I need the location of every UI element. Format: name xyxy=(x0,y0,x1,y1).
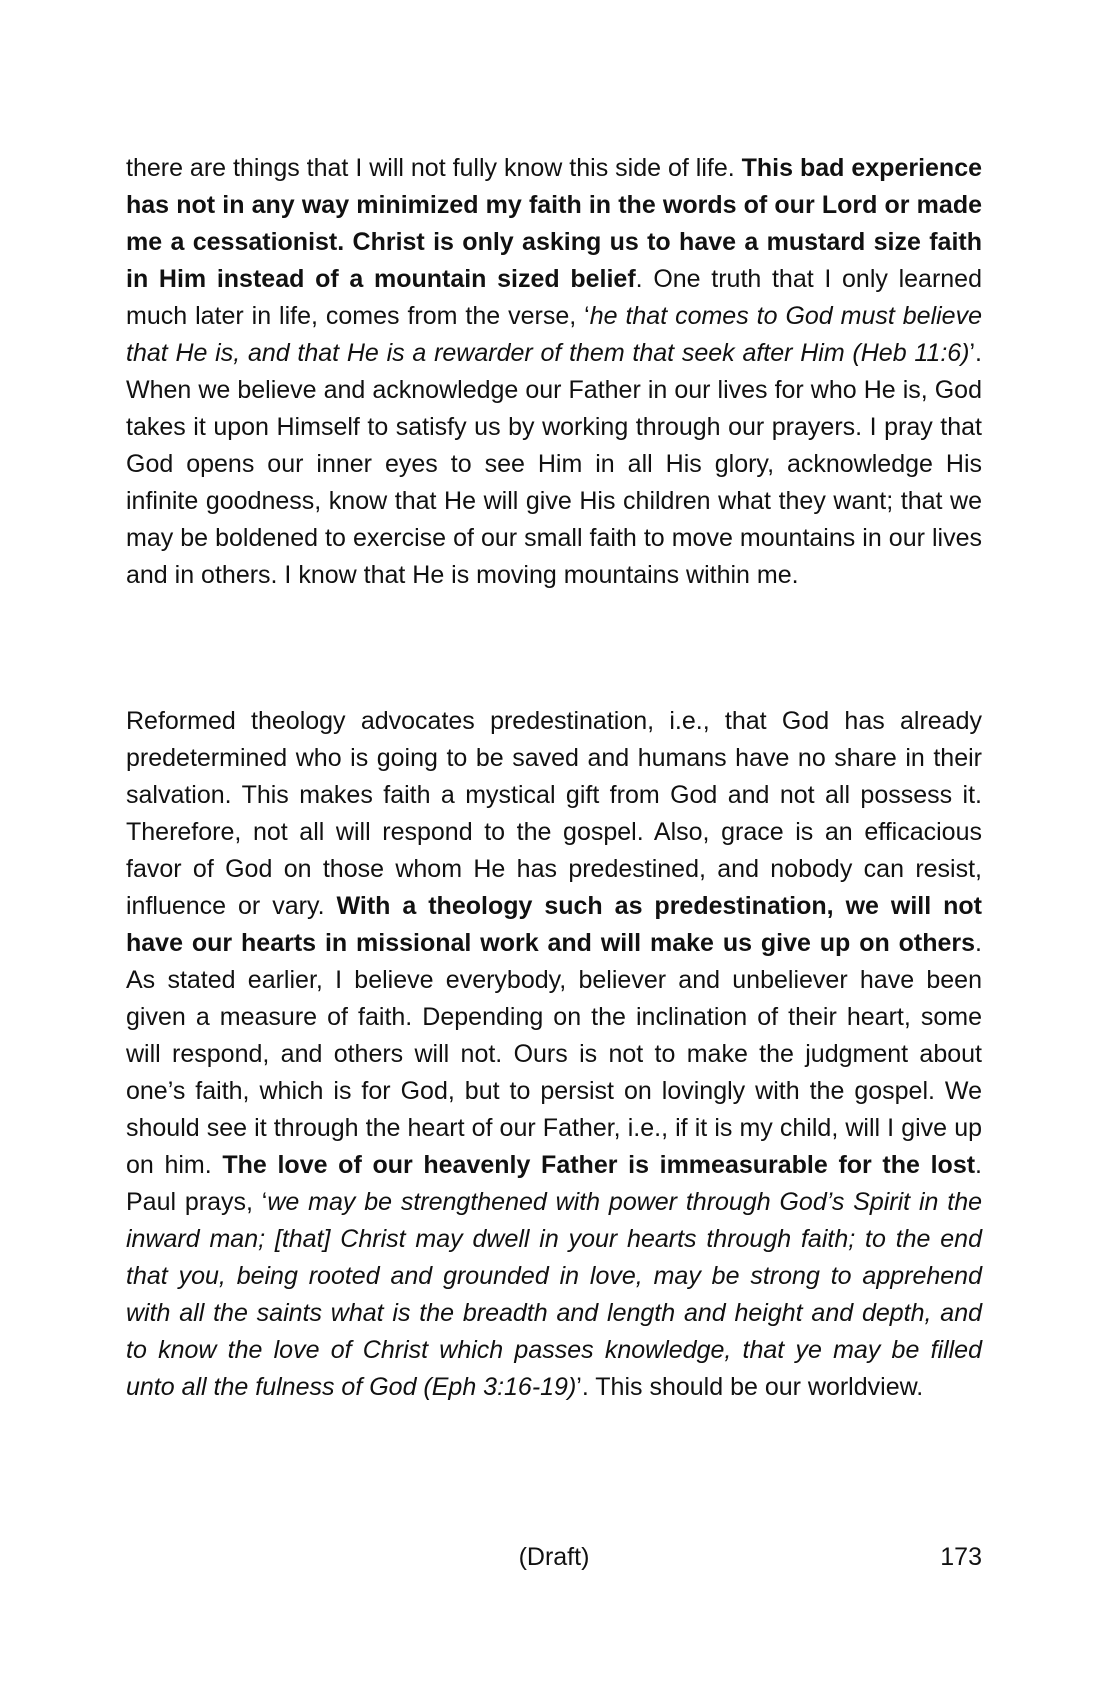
body-paragraph-2 xyxy=(126,703,982,1406)
para2-run-6: ’. This should be our worldview. xyxy=(576,1373,924,1401)
para1-run-3-italic-quote: he that comes to God must believe that He is, and that He is a rewarder of them that seek after Him (Heb 11:6) xyxy=(126,302,982,367)
body-paragraph-1 xyxy=(126,150,982,594)
page-footer xyxy=(126,1539,982,1579)
para2-run-5-italic-quote: we may be strengthened with power through God’s Spirit in the inward man; [that] Christ may dwell in your hearts through faith; to the end that you, being rooted and grounded in love, may be strong to apprehend with all the saints what is the breadth and length and height and depth, and to know the love of Christ which passes knowledge, that ye may be filled unto all the fulness of God (Eph 3:16-19) xyxy=(126,1188,983,1401)
para1-run-4: ’. When we believe and acknowledge our Father in our lives for who He is, God takes it upon Himself to satisfy us by working through our prayers. I pray that God opens our inner eyes to see Him in all His glory, acknowledge His infinite goodness, know that He will give His children what they want; that we may be boldened to exercise of our small faith to move mountains in our lives and in others. I know that He is moving mountains within me. xyxy=(126,339,982,589)
draft-label: (Draft) xyxy=(518,1543,590,1571)
para2-run-2: . As stated earlier, I believe everybody, believer and unbeliever have been given a measure of faith. Depending on the inclination of their heart, some will respond, and others will not. Ours is not to make the judgment about one’s faith, which is for God, but to persist on lovingly with the gospel. We should see it through the heart of our Father, i.e., if it is my child, will I give up on him. xyxy=(126,929,982,1179)
para2-run-4: . Paul prays, ‘ xyxy=(126,1151,982,1216)
para1-run-2: . One truth that I only learned much later in life, comes from the verse, ‘ xyxy=(126,265,982,330)
page-number: 173 xyxy=(940,1543,982,1571)
para2-run-3-bold: The love of our heavenly Father is immeasurable for the lost xyxy=(222,1151,976,1179)
para2-run-1-bold: With a theology such as predestination, we will not have our hearts in missional work and will make us give up on others xyxy=(126,892,982,957)
para1-run-1-bold: This bad experience has not in any way minimized my faith in the words of our Lord or made me a cessationist. Christ is only asking us to have a mustard size faith in Him instead of a mountain sized belief xyxy=(126,154,983,293)
para2-run-0: Reformed theology advocates predestination, i.e., that God has already predetermined who is going to be saved and humans have no share in their salvation. This makes faith a mystical gift from God and not all possess it. Therefore, not all will respond to the gospel. Also, grace is an efficacious favor of God on those whom He has predestined, and nobody can resist, influence or vary. xyxy=(126,707,982,920)
para1-run-0: there are things that I will not fully know this side of life. xyxy=(126,154,742,182)
